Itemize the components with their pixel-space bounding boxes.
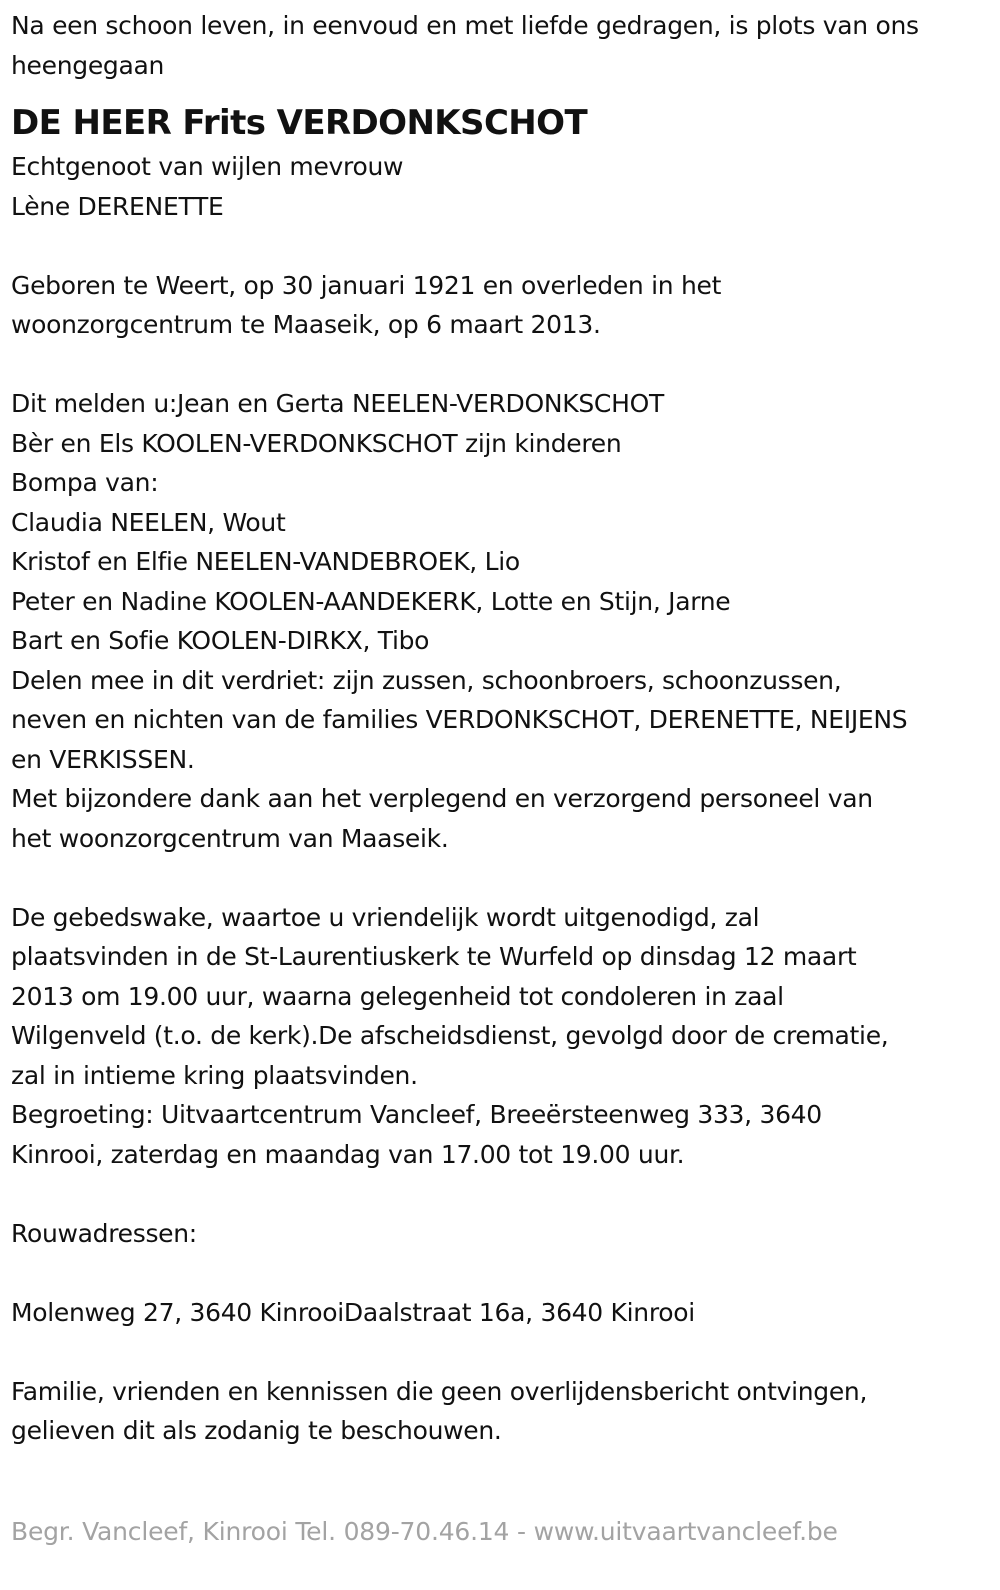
intro-line: heengegaan (11, 50, 165, 80)
family-line: het woonzorgcentrum van Maaseik. (11, 823, 449, 853)
intro-line: Na een schoon leven, in eenvoud en met liefde gedragen, is plots van ons (11, 11, 919, 40)
family-line: Bèr en Els KOOLEN-VERDONKSCHOT zijn kinderen (11, 428, 622, 458)
service-line: Kinrooi, zaterdag en maandag van 17.00 tot 19.00 uur. (11, 1139, 685, 1169)
spouse-name: Lène DERENETTE (11, 191, 224, 221)
birth-death-line: Geboren te Weert, op 30 januari 1921 en overleden in het (11, 270, 722, 300)
spacer (11, 1332, 986, 1372)
service-line: De gebedswake, waartoe u vriendelijk wordt uitgenodigd, zal (11, 902, 760, 932)
closing-line: gelieven dit als zodanig te beschouwen. (11, 1416, 502, 1445)
addresses-value: Molenweg 27, 3640 KinrooiDaalstraat 16a, 3640 Kinrooi (11, 1297, 695, 1327)
birth-death-line: woonzorgcentrum te Maaseik, op 6 maart 2013. (11, 310, 601, 339)
spacer (11, 1253, 986, 1293)
spacer (11, 226, 986, 266)
service-paragraph (11, 898, 986, 1175)
family-paragraph (11, 384, 986, 858)
spacer (11, 858, 986, 898)
birth-death-paragraph (11, 266, 986, 345)
closing-line: Familie, vrienden en kennissen die geen overlijdensbericht ontvingen, (11, 1376, 868, 1406)
family-line: Delen mee in dit verdriet: zijn zussen, schoonbroers, schoonzussen, (11, 665, 842, 695)
family-line: Claudia NEELEN, Wout (11, 507, 286, 537)
service-line: Begroeting: Uitvaartcentrum Vancleef, Breeërsteenweg 333, 3640 (11, 1100, 822, 1129)
family-line: Kristof en Elfie NEELEN-VANDEBROEK, Lio (11, 547, 520, 576)
family-line: Bart en Sofie KOOLEN-DIRKX, Tibo (11, 626, 430, 655)
service-line: Wilgenveld (t.o. de kerk).De afscheidsdienst, gevolgd door de crematie, (11, 1021, 889, 1050)
deceased-name: DE HEER Frits VERDONKSCHOT (11, 103, 588, 143)
service-line: 2013 om 19.00 uur, waarna gelegenheid tot condoleren in zaal (11, 981, 784, 1011)
service-line: zal in intieme kring plaatsvinden. (11, 1060, 418, 1090)
funeral-home-footer: Begr. Vancleef, Kinrooi Tel. 089-70.46.14 - www.uitvaartvancleef.be (11, 1517, 838, 1546)
spacer (11, 1174, 986, 1214)
family-line: neven en nichten van de families VERDONKSCHOT, DERENETTE, NEIJENS (11, 705, 908, 734)
family-line: Peter en Nadine KOOLEN-AANDEKERK, Lotte en Stijn, Jarne (11, 586, 731, 616)
closing-paragraph (11, 1372, 986, 1451)
intro-paragraph (11, 6, 986, 85)
family-line: Bompa van: (11, 468, 159, 497)
service-line: plaatsvinden in de St-Laurentiuskerk te Wurfeld op dinsdag 12 maart (11, 942, 857, 971)
addresses-label: Rouwadressen: (11, 1218, 197, 1248)
family-line: Dit melden u:Jean en Gerta NEELEN-VERDONKSCHOT (11, 389, 664, 418)
deceased-block (11, 99, 986, 226)
spacer (11, 345, 986, 385)
obituary-notice (11, 6, 986, 1451)
spouse-line: Echtgenoot van wijlen mevrouw (11, 152, 404, 181)
family-line: Met bijzondere dank aan het verplegend en verzorgend personeel van (11, 784, 873, 813)
family-line: en VERKISSEN. (11, 744, 195, 774)
